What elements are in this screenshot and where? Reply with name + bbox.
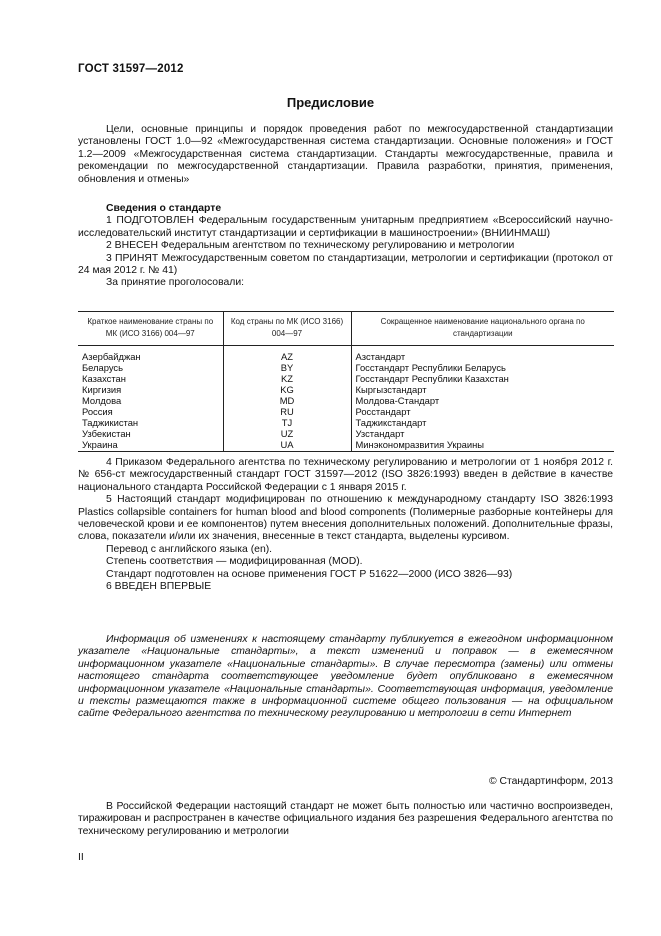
national-body: Минэкономразвития Украины bbox=[351, 439, 614, 452]
national-body: Госстандарт Республики Казахстан bbox=[351, 373, 614, 384]
voted-label: За принятие проголосовали: bbox=[106, 277, 245, 289]
table-row bbox=[78, 428, 614, 439]
table-row bbox=[78, 406, 614, 417]
voting-countries-table bbox=[78, 311, 614, 452]
country-name: Беларусь bbox=[82, 362, 124, 373]
info-item-4: 4 Приказом Федерального агентства по техническому регулированию и метрологии от 1 ноября 2012 г. № 656-ст межгосударственный стандарт ГОСТ 31597—2012 (ISO 3826:1993) введен в действие в качестве национального стандарта Российской Федерации с 1 января 2015 г. bbox=[78, 457, 613, 493]
intro-paragraph: Цели, основные принципы и порядок проведения работ по межгосударственной стандартизации установлены ГОСТ 1.0—92 «Межгосударственная система стандартизации. Основные положения» и ГОСТ 1.2—2009 «Межгосударственная система стандартизации. Стандарты межгосударственные, правила и рекомендации по межгосударственной стандартизации. Правила разработки, принятия, применения, обновления и отмены» bbox=[78, 124, 613, 185]
legal-notice bbox=[78, 801, 613, 838]
table-header-row bbox=[78, 312, 614, 346]
country-name: Таджикистан bbox=[82, 417, 139, 428]
country-name: Молдова bbox=[82, 395, 122, 406]
translation-note: Перевод с английского языка (en). bbox=[106, 543, 273, 555]
intro-section bbox=[78, 124, 613, 186]
country-name: Казахстан bbox=[82, 373, 126, 384]
table-row bbox=[78, 346, 614, 363]
national-body: Росстандарт bbox=[351, 406, 614, 417]
country-code: RU bbox=[223, 406, 351, 417]
page-title: Предисловие bbox=[286, 95, 375, 110]
page-number: II bbox=[78, 852, 84, 863]
column-header-country: Краткое наименование страны по МК (ИСО 3166) 004—97 bbox=[78, 312, 223, 346]
country-code: UA bbox=[223, 439, 351, 452]
table-row bbox=[78, 417, 614, 428]
degree-of-conformity: Степень соответствия — модифицированная (MOD). bbox=[106, 556, 363, 568]
info-item-5: 5 Настоящий стандарт модифицирован по отношению к международному стандарту ISO 3826:1993 Plastics collapsible containers for human blood and blood components (Полимерные разборные контейнеры для человеческой крови и ее компонентов) путем внесения дополнительных положений. Дополнительные фразы, слова, показатели и/или их значения, внесенные в текст стандарта, выделены курсивом. bbox=[78, 494, 613, 543]
enactment-section bbox=[78, 457, 613, 593]
national-body: Азстандарт bbox=[351, 346, 614, 363]
table-row bbox=[78, 373, 614, 384]
info-item-1: 1 ПОДГОТОВЛЕН Федеральным государственным унитарным предприятием «Всероссийский научно-исследовательский институт стандартизации и сертификации в машиностроении» (ВНИИНМАШ) bbox=[78, 215, 613, 239]
info-item-3: 3 ПРИНЯТ Межгосударственным советом по стандартизации, метрологии и сертификации (протокол от 24 мая 2012 г. № 41) bbox=[78, 252, 613, 277]
country-code: TJ bbox=[223, 417, 351, 428]
column-header-body: Сокращенное наименование национального органа по стандартизации bbox=[351, 312, 614, 346]
legal-paragraph: В Российской Федерации настоящий стандарт не может быть полностью или частично воспроизведен, тиражирован и распространен в качестве официального издания без разрешения Федерального агентства по техническому регулированию и метрологии bbox=[78, 801, 613, 837]
national-body: Молдова-Стандарт bbox=[351, 395, 614, 406]
national-body: Таджикстандарт bbox=[351, 417, 614, 428]
standard-info-section bbox=[78, 203, 613, 290]
copyright-line: © Стандартинформ, 2013 bbox=[488, 776, 613, 787]
country-name: Киргизия bbox=[82, 384, 122, 395]
country-code: MD bbox=[223, 395, 351, 406]
info-item-2: 2 ВНЕСЕН Федеральным агентством по техническому регулированию и метрологии bbox=[106, 240, 515, 252]
country-code: KG bbox=[223, 384, 351, 395]
national-body: Кыргызстандарт bbox=[351, 384, 614, 395]
country-name: Россия bbox=[82, 406, 113, 417]
table-row bbox=[78, 384, 614, 395]
column-header-code: Код страны по МК (ИСО 3166) 004—97 bbox=[223, 312, 351, 346]
info-item-6: 6 ВВЕДЕН ВПЕРВЫЕ bbox=[106, 581, 212, 593]
basis-note: Стандарт подготовлен на основе применения ГОСТ Р 51622—2000 (ИСО 3826—93) bbox=[106, 568, 513, 580]
table-row bbox=[78, 362, 614, 373]
national-body: Узстандарт bbox=[351, 428, 614, 439]
standard-info-heading: Сведения о стандарте bbox=[106, 203, 222, 214]
notice-paragraph: Информация об изменениях к настоящему стандарту публикуется в ежегодном информационном указателе «Национальные стандарты», а текст изменений и поправок — в ежемесячном информационном указателе «Национальные стандарты». В случае пересмотра (замены) или отмены настоящего стандарта соответствующее уведомление будет опубликовано в ежемесячном информационном указателе «Национальные стандарты». Соответствующая информация, уведомление и тексты размещаются также в информационной системе общего пользования — на официальном сайте Федерального агентства по техническому регулированию и метрологии в сети Интернет bbox=[78, 634, 613, 720]
country-name: Украина bbox=[78, 439, 223, 452]
document-header: ГОСТ 31597—2012 bbox=[78, 63, 184, 75]
amendments-notice bbox=[78, 634, 613, 721]
table-row bbox=[78, 395, 614, 406]
country-code: UZ bbox=[223, 428, 351, 439]
country-name: Азербайджан bbox=[82, 351, 141, 362]
country-code: AZ bbox=[223, 346, 351, 363]
country-code: BY bbox=[223, 362, 351, 373]
table-row bbox=[78, 439, 614, 452]
country-code: KZ bbox=[223, 373, 351, 384]
national-body: Госстандарт Республики Беларусь bbox=[351, 362, 614, 373]
country-name: Узбекистан bbox=[82, 428, 131, 439]
